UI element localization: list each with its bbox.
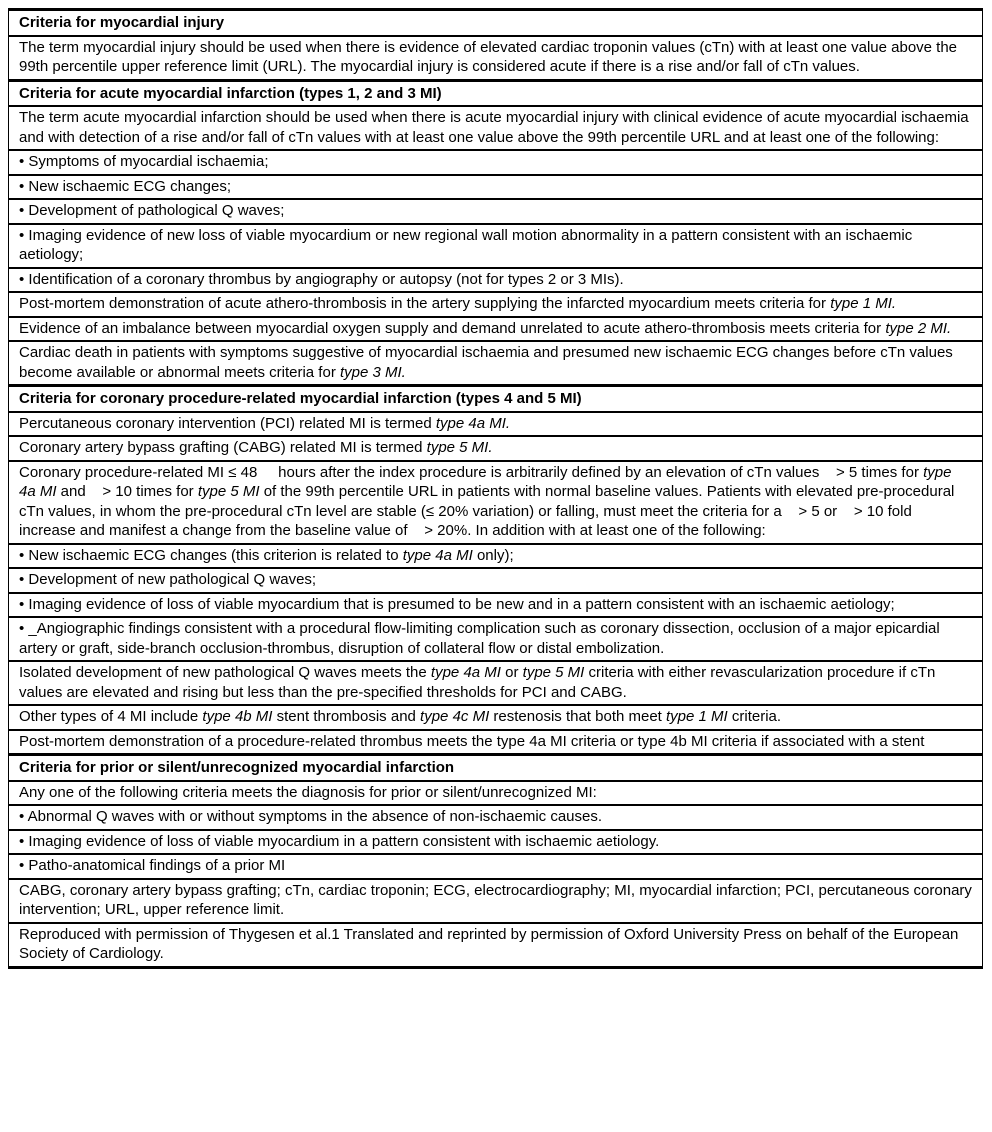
text-segment: • New ischaemic ECG changes (this criterion is related to <box>19 546 403 564</box>
criteria-text-row <box>9 316 982 341</box>
text-segment: Evidence of an imbalance between myocardial oxygen supply and demand unrelated to acute athero-thrombosis meets criteria for <box>19 319 886 337</box>
text-segment: • Identification of a coronary thrombus by angiography or autopsy (not for types 2 or 3 MIs). <box>19 270 624 288</box>
criteria-bullet-row <box>9 149 982 174</box>
text-segment: • New ischaemic ECG changes; <box>19 177 231 195</box>
text-segment: Criteria for acute myocardial infarction (types 1, 2 and 3 MI) <box>19 84 442 102</box>
criteria-bullet-row <box>9 616 982 660</box>
text-segment: Percutaneous coronary intervention (PCI) related MI is termed <box>19 414 436 432</box>
text-segment: Reproduced with permission of Thygesen et al.1 Translated and reprinted by permission of Oxford University Press on behalf of the European Society of Cardiology. <box>19 925 959 962</box>
section-header-row <box>9 11 982 35</box>
text-segment: only); <box>472 546 514 564</box>
text-segment: Criteria for coronary procedure-related myocardial infarction (types 4 and 5 MI) <box>19 390 582 407</box>
text-segment: Coronary artery bypass grafting (CABG) related MI is termed <box>19 439 427 456</box>
text-segment: • Development of pathological Q waves; <box>19 202 285 219</box>
text-segment: Any one of the following criteria meets the diagnosis for prior or silent/unrecognized MI: <box>19 783 597 801</box>
criteria-text-row <box>9 291 982 316</box>
criteria-text-row <box>9 780 982 805</box>
text-segment: Other types of 4 MI include <box>19 708 203 725</box>
criteria-bullet-row <box>9 174 982 199</box>
text-segment: Post-mortem demonstration of acute athero-thrombosis in the artery supplying the infarcted myocardium meets criteria for <box>19 295 831 312</box>
text-segment: The term myocardial injury should be used when there is evidence of elevated cardiac troponin values (cTn) with at least one value above the 99th percentile upper reference limit (URL). The myocardial injury is considered acute if there is a rise and/or fall of cTn values. <box>19 38 958 75</box>
italic-term: type 5 MI <box>197 483 260 500</box>
text-segment: Criteria for myocardial injury <box>19 14 225 31</box>
text-segment: • Abnormal Q waves with or without symptoms in the absence of non-ischaemic causes. <box>19 808 603 825</box>
text-segment: Isolated development of new pathological Q waves meets the <box>19 664 431 681</box>
footnote-row <box>9 878 982 922</box>
criteria-text-row <box>9 411 982 436</box>
criteria-text-row <box>9 660 982 704</box>
text-segment: criteria with either revascularization procedure if cTn values are elevated and rising but less than the pre-specified thresholds for PCI and CABG. <box>19 664 936 701</box>
criteria-bullet-row <box>9 853 982 878</box>
section-header-row <box>9 753 982 780</box>
criteria-bullet-row <box>9 592 982 617</box>
criteria-bullet-row <box>9 829 982 854</box>
criteria-bullet-row <box>9 267 982 292</box>
italic-term: type 4c MI <box>420 708 490 725</box>
criteria-text-row <box>9 704 982 729</box>
italic-term: type 1 MI <box>666 708 728 725</box>
criteria-bullet-row <box>9 804 982 829</box>
criteria-text-row <box>9 435 982 460</box>
footnote-row <box>9 922 982 966</box>
italic-term: type 4b MI <box>202 708 273 725</box>
section-header-row <box>9 384 982 411</box>
criteria-table <box>8 8 983 969</box>
criteria-bullet-row <box>9 567 982 592</box>
text-segment: CABG, coronary artery bypass grafting; cTn, cardiac troponin; ECG, electrocardiography; MI, myocardial infarction; PCI, percutaneous coronary intervention; URL, upper reference limit. <box>19 881 972 918</box>
italic-term: type 4a MI. <box>435 414 511 432</box>
text-segment: • _Angiographic findings consistent with a procedural flow-limiting complication such as coronary dissection, occlusion of a major epicardial artery or graft, side-branch occlusion-thrombus, disruption of collateral flow or distal embolization. <box>19 620 940 657</box>
text-segment: Post-mortem demonstration of a procedure-related thrombus meets the type 4a MI criteria or type 4b MI criteria if associated with a stent <box>19 732 925 750</box>
text-segment: • Imaging evidence of new loss of viable myocardium or new regional wall motion abnormality in a pattern consistent with an ischaemic aetiology; <box>19 226 913 263</box>
criteria-text-row <box>9 105 982 149</box>
text-segment: The term acute myocardial infarction should be used when there is acute myocardial injury with clinical evidence of acute myocardial ischaemia and with detection of a rise and/or fall of cTn values with at least one value above the 99th percentile URL and at least one of the following: <box>19 109 969 146</box>
criteria-text-row <box>9 460 982 543</box>
text-segment: of the 99th percentile URL in patients with normal baseline values. Patients with elevated pre-procedural cTn values, in whom the pre-procedural cTn level are stable (≤ 20% variation) or falling, must meet the criteria for a > 5 or > 10 fold increase and manifest a change from the baseline value of > 20%. In addition with at least one of the following: <box>19 483 955 539</box>
text-segment: restenosis that both meet <box>489 708 667 725</box>
text-segment: • Patho-anatomical findings of a prior MI <box>19 857 286 874</box>
italic-term: type 5 MI <box>522 664 585 681</box>
italic-term: type 4a MI <box>430 664 501 681</box>
italic-term: type 2 MI. <box>885 319 952 337</box>
italic-term: type 4a MI <box>402 546 473 564</box>
italic-term: type 3 MI. <box>339 363 406 381</box>
text-segment: stent thrombosis and <box>272 708 421 725</box>
criteria-bullet-row <box>9 223 982 267</box>
criteria-bullet-row <box>9 198 982 223</box>
text-segment: and > 10 times for <box>56 483 198 500</box>
text-segment: or <box>500 664 523 681</box>
text-segment: Criteria for prior or silent/unrecognized myocardial infarction <box>19 759 455 776</box>
text-segment: • Imaging evidence of loss of viable myocardium in a pattern consistent with ischaemic aetiology. <box>19 832 660 850</box>
criteria-bullet-row <box>9 543 982 568</box>
criteria-text-row <box>9 729 982 754</box>
criteria-text-row <box>9 35 982 79</box>
criteria-text-row <box>9 340 982 384</box>
italic-term: type 5 MI. <box>426 439 493 456</box>
text-segment: • Symptoms of myocardial ischaemia; <box>19 153 269 170</box>
text-segment: • Development of new pathological Q waves; <box>19 571 317 588</box>
italic-term: type 4a MI <box>19 463 952 500</box>
text-segment: Cardiac death in patients with symptoms suggestive of myocardial ischaemia and presumed new ischaemic ECG changes before cTn values become available or abnormal meets criteria for <box>19 344 953 381</box>
section-header-row <box>9 79 982 106</box>
italic-term: type 1 MI. <box>830 295 897 312</box>
text-segment: criteria. <box>727 708 782 725</box>
text-segment: Coronary procedure-related MI ≤ 48 hours after the index procedure is arbitrarily defined by an elevation of cTn values > 5 times for <box>19 463 924 481</box>
text-segment: • Imaging evidence of loss of viable myocardium that is presumed to be new and in a pattern consistent with an ischaemic aetiology; <box>19 595 895 613</box>
